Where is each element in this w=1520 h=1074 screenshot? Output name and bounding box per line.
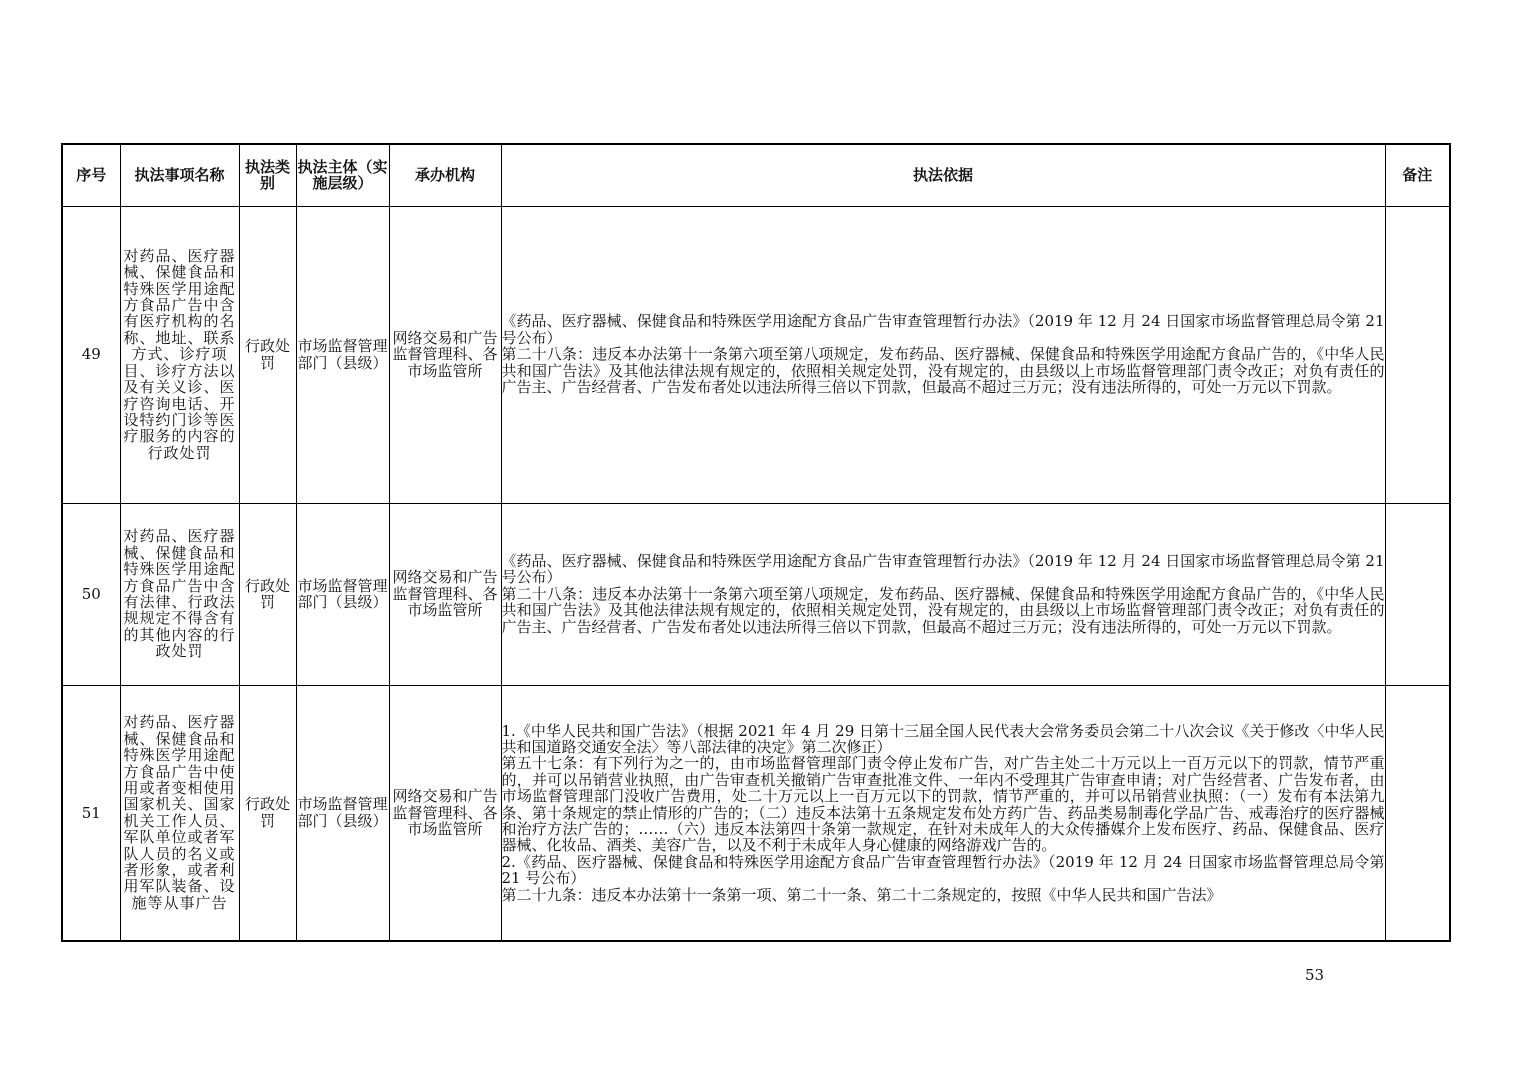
row-category: 行政处罚 (239, 503, 296, 685)
row-org: 网络交易和广告监督管理科、各市场监管所 (389, 503, 501, 685)
header-seq: 序号 (62, 144, 120, 206)
row-note (1385, 206, 1450, 503)
row-item-name: 对药品、医疗器械、保健食品和特殊医学用途配方食品广告中含有法律、行政法规规定不得含有的其他内容的行政处罚 (120, 503, 239, 685)
header-name: 执法事项名称 (120, 144, 239, 206)
table-row (62, 685, 1450, 941)
row-basis (501, 206, 1385, 503)
row-note (1385, 685, 1450, 941)
table-row (62, 503, 1450, 685)
basis-paragraph: 第二十八条：违反本办法第十一条第六项至第八项规定，发布药品、医疗器械、保健食品和特殊医学用途配方食品广告的，《中华人民共和国广告法》及其他法律法规有规定的，依照相关规定处罚，没有规定的，由县级以上市场监督管理部门责令改正；对负有责任的广告主、广告经营者、广告发布者处以违法所得三倍以下罚款，但最高不超过三万元；没有违法所得的，可处一万元以下罚款。 (501, 345, 1385, 397)
row-subject: 市场监督管理部门（县级） (296, 503, 389, 685)
basis-paragraph: 第五十七条：有下列行为之一的，由市场监督管理部门责令停止发布广告，对广告主处二十万元以上一百万元以下的罚款，情节严重的，并可以吊销营业执照，由广告审查机关撤销广告审查批准文件、一年内不受理其广告审查申请；对广告经营者、广告发布者，由市场监督管理部门没收广告费用，处二十万元以上一百万元以下的罚款，情节严重的，并可以吊销营业执照：（一）发布有本法第九条、第十条规定的禁止情形的广告的；（二）违反本法第十五条规定发布处方药广告、药品类易制毒化学品广告、戒毒治疗的医疗器械和治疗方法广告的；……（六）违反本法第四十条第一款规定，在针对未成年人的大众传播媒介上发布医疗、药品、保健食品、医疗器械、化妆品、酒类、美容广告，以及不利于未成年人身心健康的网络游戏广告的。 (501, 754, 1385, 855)
row-org: 网络交易和广告监督管理科、各市场监管所 (389, 206, 501, 503)
row-seq: 50 (62, 503, 120, 685)
row-subject: 市场监督管理部门（县级） (296, 685, 389, 941)
row-subject: 市场监督管理部门（县级） (296, 206, 389, 503)
row-basis (501, 685, 1385, 941)
header-note: 备注 (1385, 144, 1450, 206)
row-item-name: 对药品、医疗器械、保健食品和特殊医学用途配方食品广告中含有医疗机构的名称、地址、联系方式、诊疗项目、诊疗方法以及有关义诊、医疗咨询电话、开设特约门诊等医疗服务的内容的行政处罚 (120, 206, 239, 503)
basis-paragraph: 《药品、医疗器械、保健食品和特殊医学用途配方食品广告审查管理暂行办法》（2019 年 12 月 24 日国家市场监督管理总局令第 21 号公布） (501, 312, 1385, 347)
row-seq: 51 (62, 685, 120, 941)
row-seq: 49 (62, 206, 120, 503)
header-subject: 执法主体（实施层级） (296, 144, 389, 206)
basis-paragraph: 2.《药品、医疗器械、保健食品和特殊医学用途配方食品广告审查管理暂行办法》（2019 年 12 月 24 日国家市场监督管理总局令第 21 号公布） (501, 852, 1385, 888)
header-basis: 执法依据 (501, 144, 1385, 206)
header-type: 执法类别 (239, 144, 296, 206)
basis-paragraph: 《药品、医疗器械、保健食品和特殊医学用途配方食品广告审查管理暂行办法》（2019 年 12 月 24 日国家市场监督管理总局令第 21 号公布） (501, 551, 1385, 587)
enforcement-table (61, 143, 1451, 942)
basis-paragraph: 1.《中华人民共和国广告法》（根据 2021 年 4 月 29 日第十三届全国人民代表大会常务委员会第二十八次会议《关于修改〈中华人民共和国道路交通安全法〉等八部法律的决定》第二次修正） (501, 721, 1385, 756)
table-row (62, 206, 1450, 503)
header-org: 承办机构 (389, 144, 501, 206)
header-row (62, 144, 1450, 206)
row-category: 行政处罚 (239, 685, 296, 941)
row-category: 行政处罚 (239, 206, 296, 503)
basis-paragraph: 第二十九条：违反本办法第十一条第一项、第二十一条、第二十二条规定的，按照《中华人民共和国广告法》 (501, 885, 1222, 904)
row-basis (501, 503, 1385, 685)
basis-paragraph: 第二十八条：违反本办法第十一条第六项至第八项规定，发布药品、医疗器械、保健食品和特殊医学用途配方食品广告的，《中华人民共和国广告法》及其他法律法规有规定的，依照相关规定处罚，没有规定的，由县级以上市场监督管理部门责令改正；对负有责任的广告主、广告经营者、广告发布者处以违法所得三倍以下罚款，但最高不超过三万元；没有违法所得的，可处一万元以下罚款。 (501, 584, 1385, 636)
row-note (1385, 503, 1450, 685)
page-number: 53 (1305, 966, 1325, 984)
row-org: 网络交易和广告监督管理科、各市场监管所 (389, 685, 501, 941)
row-item-name: 对药品、医疗器械、保健食品和特殊医学用途配方食品广告中使用或者变相使用国家机关、国家机关工作人员、军队单位或者军队人员的名义或者形象，或者利用军队装备、设施等从事广告 (120, 685, 239, 941)
